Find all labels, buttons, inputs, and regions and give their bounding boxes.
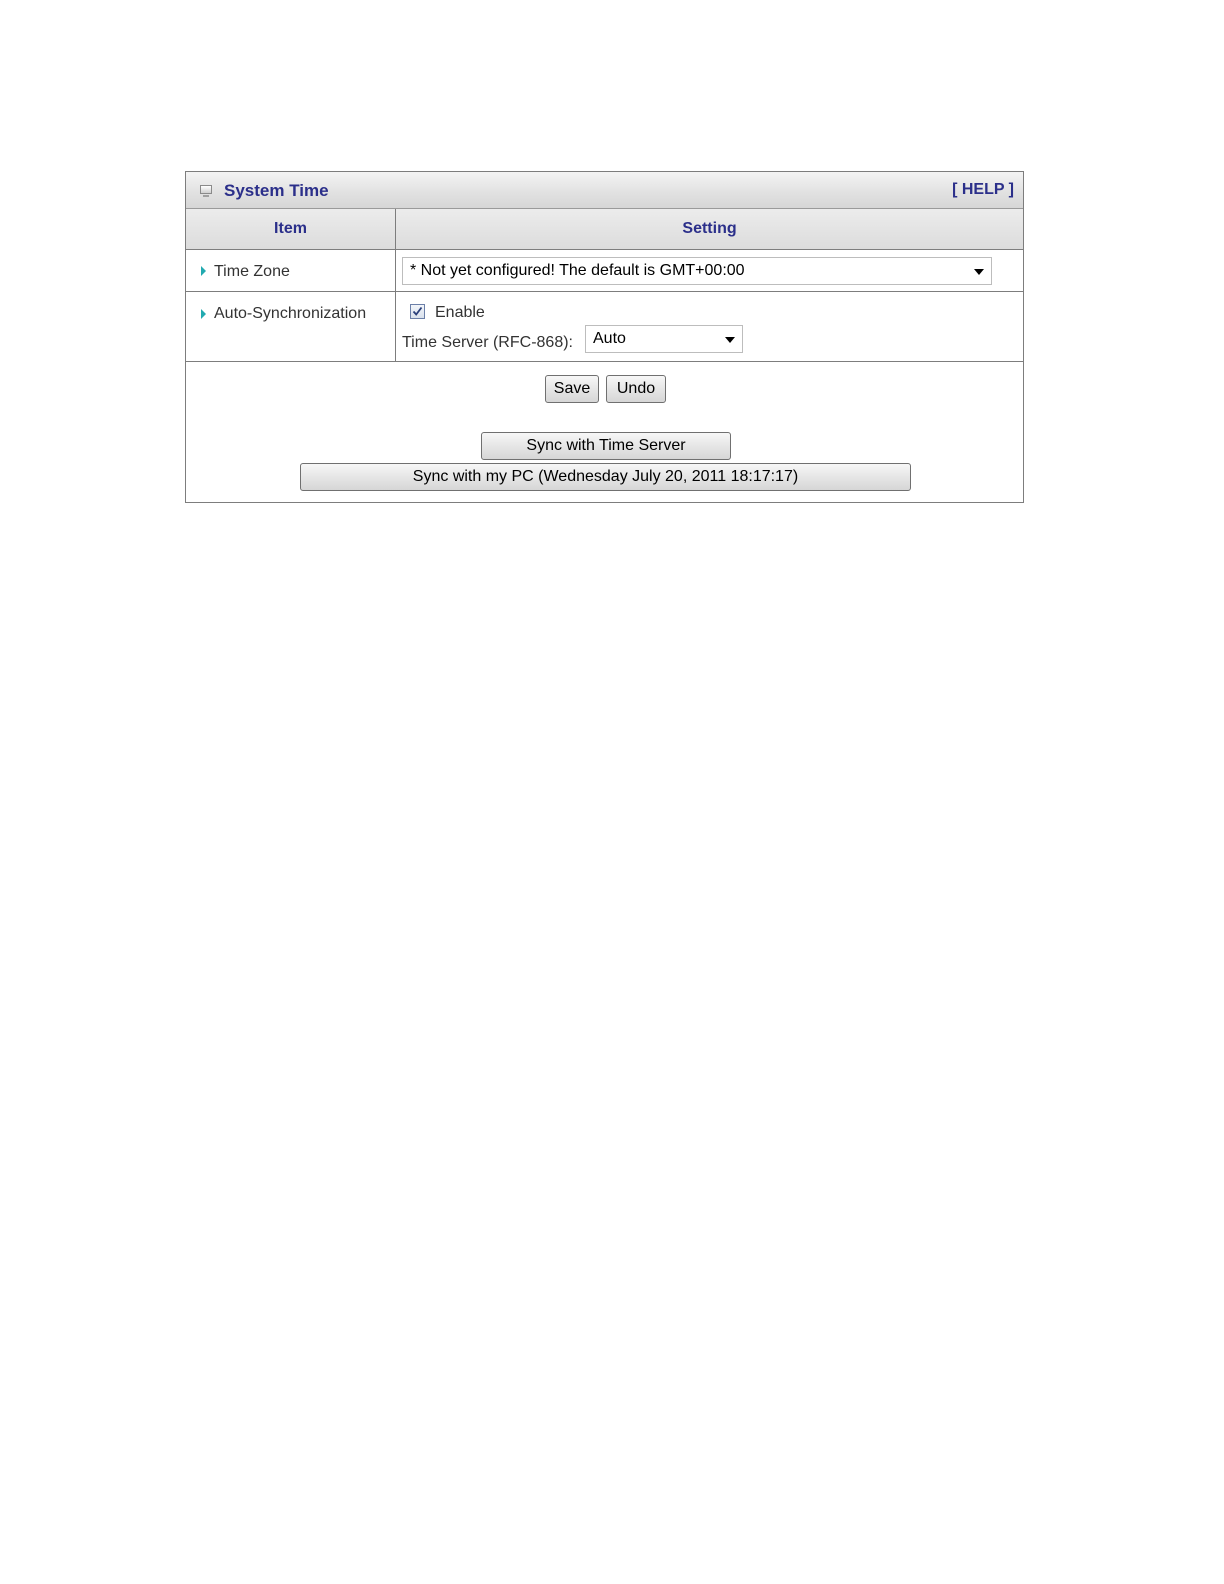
column-header-setting: Setting <box>396 209 1023 250</box>
triangle-right-icon <box>201 309 206 319</box>
window-icon <box>200 185 212 194</box>
time-zone-item-cell <box>186 250 396 291</box>
help-link[interactable]: [ HELP ] <box>952 181 1014 198</box>
time-zone-select[interactable] <box>402 257 992 285</box>
column-header-item: Item <box>186 209 396 250</box>
time-zone-selected-value: * Not yet configured! The default is GMT+00:00 <box>410 262 745 279</box>
enable-label: Enable <box>435 304 485 321</box>
system-time-panel <box>185 171 1024 503</box>
time-zone-row <box>186 250 1023 292</box>
time-server-select[interactable] <box>585 325 743 353</box>
chevron-down-icon <box>725 337 735 343</box>
page-title: System Time <box>224 181 329 200</box>
sync-time-server-button[interactable]: Sync with Time Server <box>481 432 731 460</box>
triangle-right-icon <box>201 266 206 276</box>
panel-title-bar <box>186 172 1023 209</box>
enable-checkbox[interactable] <box>410 304 425 319</box>
time-server-label: Time Server (RFC-868): <box>402 334 573 351</box>
save-button[interactable]: Save <box>545 375 599 403</box>
auto-sync-item-cell <box>186 292 396 361</box>
time-zone-label: Time Zone <box>214 263 290 280</box>
auto-sync-label: Auto-Synchronization <box>214 305 367 322</box>
auto-sync-row <box>186 292 1023 362</box>
undo-button[interactable]: Undo <box>606 375 666 403</box>
chevron-down-icon <box>974 269 984 275</box>
checkmark-icon <box>412 306 423 317</box>
sync-pc-button[interactable]: Sync with my PC (Wednesday July 20, 2011 18:17:17) <box>300 463 911 491</box>
time-server-selected-value: Auto <box>593 330 626 347</box>
